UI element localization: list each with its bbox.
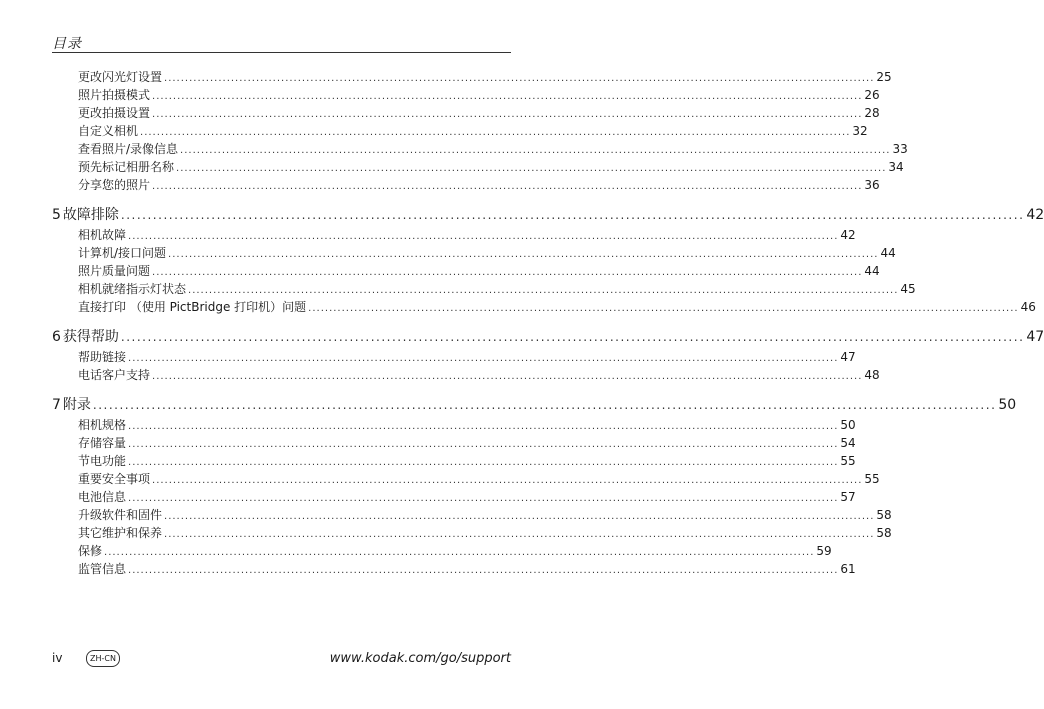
toc-chapter-heading[interactable] xyxy=(52,204,1044,226)
toc-entry-title: 查看照片/录像信息 xyxy=(78,142,179,156)
chapter-title: 附录 xyxy=(62,397,91,413)
dot-leader: .......................................................................................................................................................................... xyxy=(152,91,863,102)
toc-entry-page: 28 xyxy=(864,106,880,120)
toc-entry[interactable] xyxy=(52,158,904,176)
toc-entry-page: 58 xyxy=(876,508,892,522)
chapter-page: 42 xyxy=(1026,207,1044,223)
language-badge: ZH-CN xyxy=(86,650,120,667)
toc-entry-title: 分享您的照片 xyxy=(78,178,151,192)
toc-entry-title: 更改拍摄设置 xyxy=(78,106,151,120)
toc-entry[interactable] xyxy=(52,506,892,524)
chapter-number: 7 xyxy=(52,397,61,413)
toc-entry[interactable] xyxy=(52,244,896,262)
toc-entry-title: 电池信息 xyxy=(78,490,127,504)
dot-leader: .......................................................................................................................................................................... xyxy=(152,109,863,120)
toc-entry[interactable] xyxy=(52,280,916,298)
toc-entry-title: 更改闪光灯设置 xyxy=(78,70,163,84)
toc-entry[interactable] xyxy=(52,262,880,280)
toc-entry-page: 33 xyxy=(892,142,908,156)
toc-entry-page: 55 xyxy=(864,472,880,486)
toc-entry-page: 26 xyxy=(864,88,880,102)
toc-entry[interactable] xyxy=(52,104,880,122)
toc-entry-page: 58 xyxy=(876,526,892,540)
dot-leader: .......................................................................................................................................................................... xyxy=(152,267,863,278)
toc-entry-title: 相机就绪指示灯状态 xyxy=(78,282,187,296)
chapter-number: 5 xyxy=(52,207,61,223)
chapter-title: 获得帮助 xyxy=(62,329,119,345)
toc-entry[interactable] xyxy=(52,348,856,366)
toc-entry[interactable] xyxy=(52,68,892,86)
toc-entry-title: 自定义相机 xyxy=(78,124,139,138)
toc-entry[interactable] xyxy=(52,140,908,158)
toc-entry-title: 监管信息 xyxy=(78,562,127,576)
page-header-title: 目录 xyxy=(52,36,82,52)
toc-entry-page: 46 xyxy=(1020,300,1036,314)
toc-chapter-7 xyxy=(52,394,1017,578)
dot-leader: .......................................................................................................................................................................... xyxy=(104,547,815,558)
header-divider xyxy=(52,52,511,53)
dot-leader: .......................................................................................................................................................................... xyxy=(128,565,839,576)
toc-entry[interactable] xyxy=(52,366,880,384)
toc-entry-page: 44 xyxy=(864,264,880,278)
toc-entry[interactable] xyxy=(52,416,856,434)
toc-entry[interactable] xyxy=(52,542,832,560)
toc-entry[interactable] xyxy=(52,452,856,470)
toc-entry[interactable] xyxy=(52,488,856,506)
toc-chapter-heading[interactable] xyxy=(52,394,1017,416)
toc-entry-page: 48 xyxy=(864,368,880,382)
toc-entry-page: 54 xyxy=(840,436,856,450)
dot-leader: .......................................................................................................................................................................... xyxy=(120,208,1025,222)
dot-leader: .......................................................................................................................................................................... xyxy=(128,421,839,432)
toc-entry-page: 44 xyxy=(880,246,896,260)
toc-entry-page: 36 xyxy=(864,178,880,192)
chapter-page: 50 xyxy=(998,397,1017,413)
footer-page-number: iv xyxy=(52,651,63,665)
toc-entry-title: 电话客户支持 xyxy=(78,368,151,382)
dot-leader: .......................................................................................................................................................................... xyxy=(128,353,839,364)
toc-entry-page: 50 xyxy=(840,418,856,432)
dot-leader: .......................................................................................................................................................................... xyxy=(164,73,875,84)
chapter-page: 47 xyxy=(1026,329,1044,345)
dot-leader: .......................................................................................................................................................................... xyxy=(180,145,891,156)
toc-entry[interactable] xyxy=(52,470,880,488)
toc-entry-title: 节电功能 xyxy=(78,454,127,468)
dot-leader: .......................................................................................................................................................................... xyxy=(128,493,839,504)
toc-entry-title: 保修 xyxy=(78,544,103,558)
toc-chapter-6 xyxy=(52,326,1044,384)
toc-section-continued xyxy=(52,68,908,194)
toc-entry-page: 57 xyxy=(840,490,856,504)
toc-entry-title: 其它维护和保养 xyxy=(78,526,163,540)
toc-entry-page: 32 xyxy=(852,124,868,138)
dot-leader: .......................................................................................................................................................................... xyxy=(188,285,899,296)
toc-entry-title: 相机规格 xyxy=(78,418,127,432)
dot-leader: .......................................................................................................................................................................... xyxy=(120,330,1025,344)
toc-entry[interactable] xyxy=(52,524,892,542)
toc-entry[interactable] xyxy=(52,226,856,244)
toc-chapter-5 xyxy=(52,204,1044,316)
toc-entry[interactable] xyxy=(52,86,880,104)
toc-chapter-heading[interactable] xyxy=(52,326,1044,348)
dot-leader: .......................................................................................................................................................................... xyxy=(164,529,875,540)
dot-leader: .......................................................................................................................................................................... xyxy=(168,249,879,260)
toc-entry-page: 47 xyxy=(840,350,856,364)
page-footer xyxy=(52,651,511,671)
dot-leader: .......................................................................................................................................................................... xyxy=(164,511,875,522)
toc-entry-title: 预先标记相册名称 xyxy=(78,160,175,174)
dot-leader: .......................................................................................................................................................................... xyxy=(140,127,851,138)
dot-leader: .......................................................................................................................................................................... xyxy=(152,181,863,192)
toc-entry-title: 重要安全事项 xyxy=(78,472,151,486)
chapter-title: 故障排除 xyxy=(62,207,119,223)
dot-leader: .......................................................................................................................................................................... xyxy=(152,371,863,382)
toc-entry-title: 存储容量 xyxy=(78,436,127,450)
toc-entry-title: 升级软件和固件 xyxy=(78,508,163,522)
dot-leader: .......................................................................................................................................................................... xyxy=(128,439,839,450)
toc-entry-page: 59 xyxy=(816,544,832,558)
toc-entry-page: 42 xyxy=(840,228,856,242)
toc-entry-page: 25 xyxy=(876,70,892,84)
toc-entry[interactable] xyxy=(52,176,880,194)
toc-entry-title: 相机故障 xyxy=(78,228,127,242)
dot-leader: .......................................................................................................................................................................... xyxy=(128,457,839,468)
toc-entry[interactable] xyxy=(52,560,856,578)
dot-leader: .......................................................................................................................................................................... xyxy=(152,475,863,486)
toc-entry-title: 照片质量问题 xyxy=(78,264,151,278)
dot-leader: .......................................................................................................................................................................... xyxy=(308,303,1019,314)
toc-entry[interactable] xyxy=(52,434,856,452)
toc-entry-title: 直接打印 （使用 PictBridge 打印机）问题 xyxy=(78,300,307,314)
toc-entry-page: 61 xyxy=(840,562,856,576)
dot-leader: .......................................................................................................................................................................... xyxy=(176,163,887,174)
table-of-contents xyxy=(52,68,1044,578)
toc-entry[interactable] xyxy=(52,122,868,140)
toc-entry-page: 45 xyxy=(900,282,916,296)
chapter-number: 6 xyxy=(52,329,61,345)
toc-entry-page: 55 xyxy=(840,454,856,468)
toc-entry-page: 34 xyxy=(888,160,904,174)
dot-leader: .......................................................................................................................................................................... xyxy=(92,398,997,412)
toc-entry[interactable] xyxy=(52,298,1036,316)
toc-entry-title: 计算机/接口问题 xyxy=(78,246,167,260)
support-url-link[interactable]: www.kodak.com/go/support xyxy=(329,651,511,666)
toc-entry-title: 照片拍摄模式 xyxy=(78,88,151,102)
toc-entry-title: 帮助链接 xyxy=(78,350,127,364)
dot-leader: .......................................................................................................................................................................... xyxy=(128,231,839,242)
